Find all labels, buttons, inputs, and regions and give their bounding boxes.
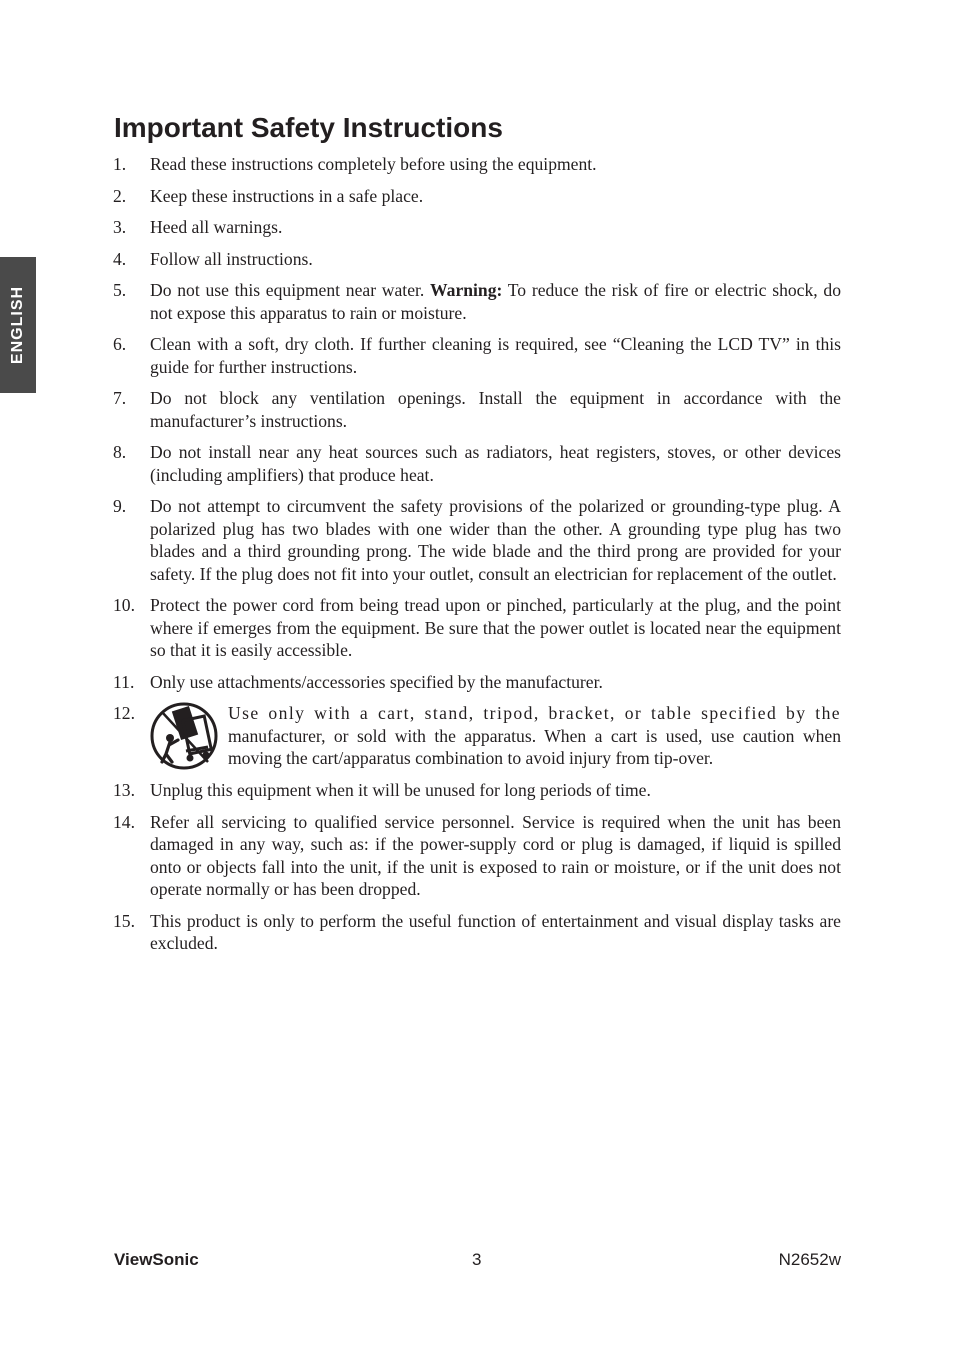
item-text: Keep these instructions in a safe place. xyxy=(150,185,424,206)
item-text-line1: Use only with a cart, stand, tripod, bracket, or table specified by the xyxy=(228,703,841,723)
item-text: This product is only to perform the useful function of entertainment and visual display tasks are excluded. xyxy=(150,910,841,953)
item-number: 3. xyxy=(113,217,127,237)
list-item xyxy=(113,910,841,955)
item-text: Read these instructions completely before using the equipment. xyxy=(150,154,597,174)
item-number: 9. xyxy=(113,496,127,516)
warning-label: Warning: xyxy=(430,280,503,300)
list-item xyxy=(113,594,841,662)
item-text: Heed all warnings. xyxy=(150,217,283,237)
item-text: Refer all servicing to qualified service personnel. Service is required when the unit has been damaged in any way, such as: if the power-supply cord or plug is damaged, if liquid is spilled onto or objects fall into the unit, if the unit is exposed to rain or moisture, or if the unit does not operate normally or has been dropped. xyxy=(150,811,841,899)
list-item xyxy=(113,811,841,901)
language-tab-label: ENGLISH xyxy=(9,285,26,365)
cart-warning-row xyxy=(150,702,841,770)
item-text: Only use attachments/accessories specified by the manufacturer. xyxy=(150,671,603,692)
item-number: 7. xyxy=(113,388,127,408)
item-number: 4. xyxy=(113,248,127,269)
item-text: Do not attempt to circumvent the safety provisions of the polarized or grounding-type plug. A polarized plug has two blades with one wider than the other. A grounding type plug has two blades and a third grounding prong. The wide blade and the third prong are provided for your safety. If the plug does not fit into your outlet, consult an electrician for replacement of the outlet. xyxy=(150,496,841,584)
list-item xyxy=(113,441,841,486)
item-text-post: To reduce the risk of fire or electric shock, do not expose this apparatus to rain or moisture. xyxy=(150,280,841,323)
item-text: Do not install near any heat sources such as radiators, heat registers, stoves, or other devices (including amplifiers) that produce heat. xyxy=(150,442,841,485)
footer-model: N2652w xyxy=(778,1250,841,1269)
item-number: 2. xyxy=(113,185,127,206)
item-number: 8. xyxy=(113,442,127,462)
language-tab xyxy=(0,257,36,393)
cart-tip-over-warning-icon xyxy=(150,702,218,770)
list-item xyxy=(113,671,841,694)
item-number: 15. xyxy=(113,910,135,931)
item-number: 14. xyxy=(113,811,135,832)
list-item xyxy=(113,387,841,432)
list-item xyxy=(113,333,841,378)
item-text: Follow all instructions. xyxy=(150,248,313,269)
item-text: Unplug this equipment when it will be unused for long periods of time. xyxy=(150,780,651,800)
item-number: 11. xyxy=(113,671,135,692)
list-item xyxy=(113,279,841,324)
item-text: Protect the power cord from being tread upon or pinched, particularly at the plug, and the point where if emerges from the equipment. Be sure that the power outlet is located near the equipment so that it is easily accessible. xyxy=(150,595,841,660)
item-number: 12. xyxy=(113,703,135,723)
list-item xyxy=(113,779,841,802)
list-item xyxy=(113,153,841,176)
item-number: 13. xyxy=(113,780,135,800)
item-text: Do not block any ventilation openings. Install the equipment in accordance with the manufacturer’s instructions. xyxy=(150,388,841,431)
item-text-rest: manufacturer, or sold with the apparatus. When a cart is used, use caution when moving the cart/apparatus combination to avoid injury from tip-over. xyxy=(228,725,841,768)
item-number: 6. xyxy=(113,334,127,354)
item-text: Clean with a soft, dry cloth. If further cleaning is required, see “Cleaning the LCD TV” in this guide for further instructions. xyxy=(150,334,841,377)
footer-brand: ViewSonic xyxy=(114,1250,199,1269)
item-text xyxy=(228,702,841,770)
list-item xyxy=(113,185,841,208)
page-title: Important Safety Instructions xyxy=(114,112,503,143)
item-number: 1. xyxy=(113,154,127,174)
item-number: 5. xyxy=(113,280,127,300)
list-item xyxy=(113,248,841,271)
list-item xyxy=(113,702,841,770)
safety-instructions-list xyxy=(113,153,841,964)
footer-page-number: 3 xyxy=(472,1250,482,1269)
item-number: 10. xyxy=(113,595,135,615)
list-item xyxy=(113,495,841,585)
item-text xyxy=(150,280,841,323)
list-item xyxy=(113,216,841,239)
item-text-pre: Do not use this equipment near water. xyxy=(150,280,431,300)
